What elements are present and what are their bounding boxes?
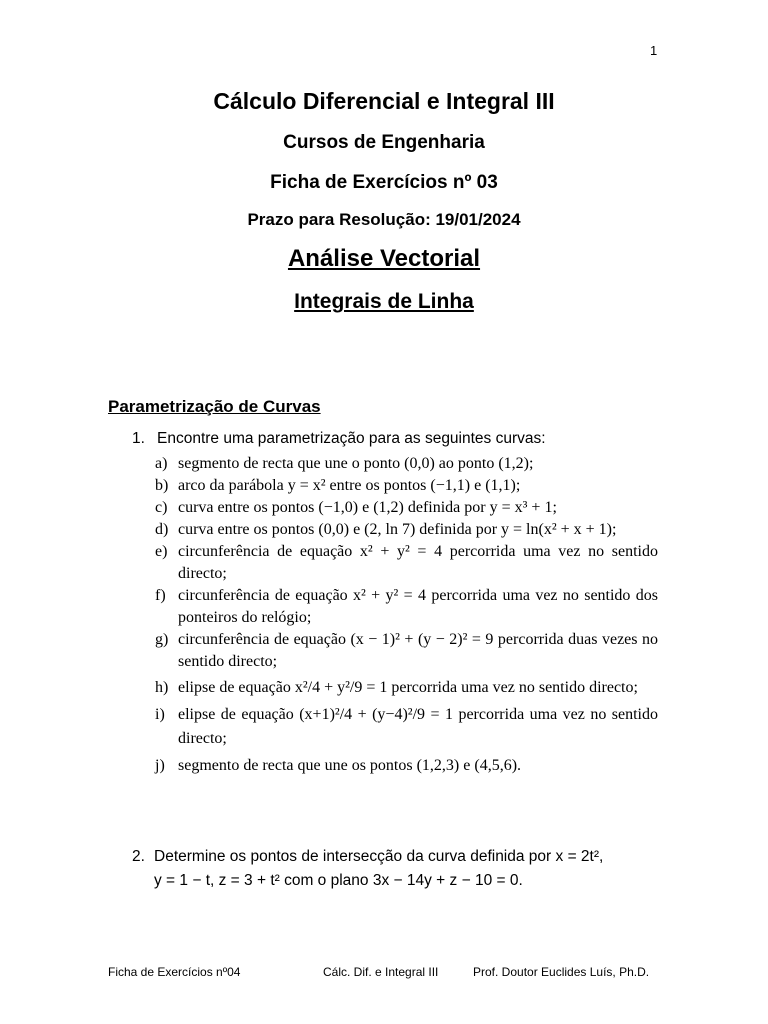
footer-center: Cálc. Dif. e Integral III	[323, 965, 439, 979]
question-2-line-1: Determine os pontos de intersecção da curva definida por x = 2t²,	[154, 848, 604, 865]
document-title: Cálculo Diferencial e Integral III	[213, 88, 555, 114]
section-heading: Parametrização de Curvas	[108, 397, 321, 416]
sheet-title: Ficha de Exercícios nº 03	[270, 172, 498, 193]
question-1-number: 1.	[132, 430, 145, 447]
question-2	[132, 845, 603, 893]
list-item: b) arco da parábola y = x² entre os pontos (−1,1) e (1,1);	[155, 477, 521, 494]
list-item: a) segmento de recta que une o ponto (0,0) ao ponto (1,2);	[155, 455, 534, 472]
question-1	[132, 430, 546, 448]
question-1-items	[155, 453, 658, 778]
list-item: i) elipse de equação (x+1)²/4 + (y−4)²/9 = 1 percorrida uma vez no sentido directo;	[155, 706, 658, 747]
subtopic-heading: Integrais de Linha	[294, 290, 474, 313]
topic-heading: Análise Vectorial	[287, 245, 481, 272]
page-number: 1	[650, 43, 658, 58]
list-item: h) elipse de equação x²/4 + y²/9 = 1 percorrida uma vez no sentido directo;	[155, 679, 638, 696]
footer-left: Ficha de Exercícios nº04	[108, 965, 241, 979]
list-item: c) curva entre os pontos (−1,0) e (1,2) definida por y = x³ + 1;	[155, 499, 557, 516]
course-name: Cursos de Engenharia	[283, 132, 485, 153]
question-2-number: 2.	[132, 848, 145, 865]
question-2-line-2: y = 1 − t, z = 3 + t² com o plano 3x − 14y + z − 10 = 0.	[154, 872, 523, 889]
list-item: d) curva entre os pontos (0,0) e (2, ln 7) definida por y = ln(x² + x + 1);	[155, 521, 617, 538]
question-1-text: Encontre uma parametrização para as seguintes curvas:	[157, 430, 546, 447]
list-item: e) circunferência de equação x² + y² = 4 percorrida uma vez no sentido directo;	[155, 543, 658, 582]
list-item: j) segmento de recta que une os pontos (1,2,3) e (4,5,6).	[155, 757, 522, 774]
footer-right: Prof. Doutor Euclides Luís, Ph.D.	[473, 965, 650, 979]
deadline: Prazo para Resolução: 19/01/2024	[247, 210, 521, 229]
list-item: f) circunferência de equação x² + y² = 4 percorrida uma vez no sentido dos ponteiros do relógio;	[155, 587, 658, 626]
list-item: g) circunferência de equação (x − 1)² + (y − 2)² = 9 percorrida duas vezes no sentido directo;	[155, 631, 658, 670]
